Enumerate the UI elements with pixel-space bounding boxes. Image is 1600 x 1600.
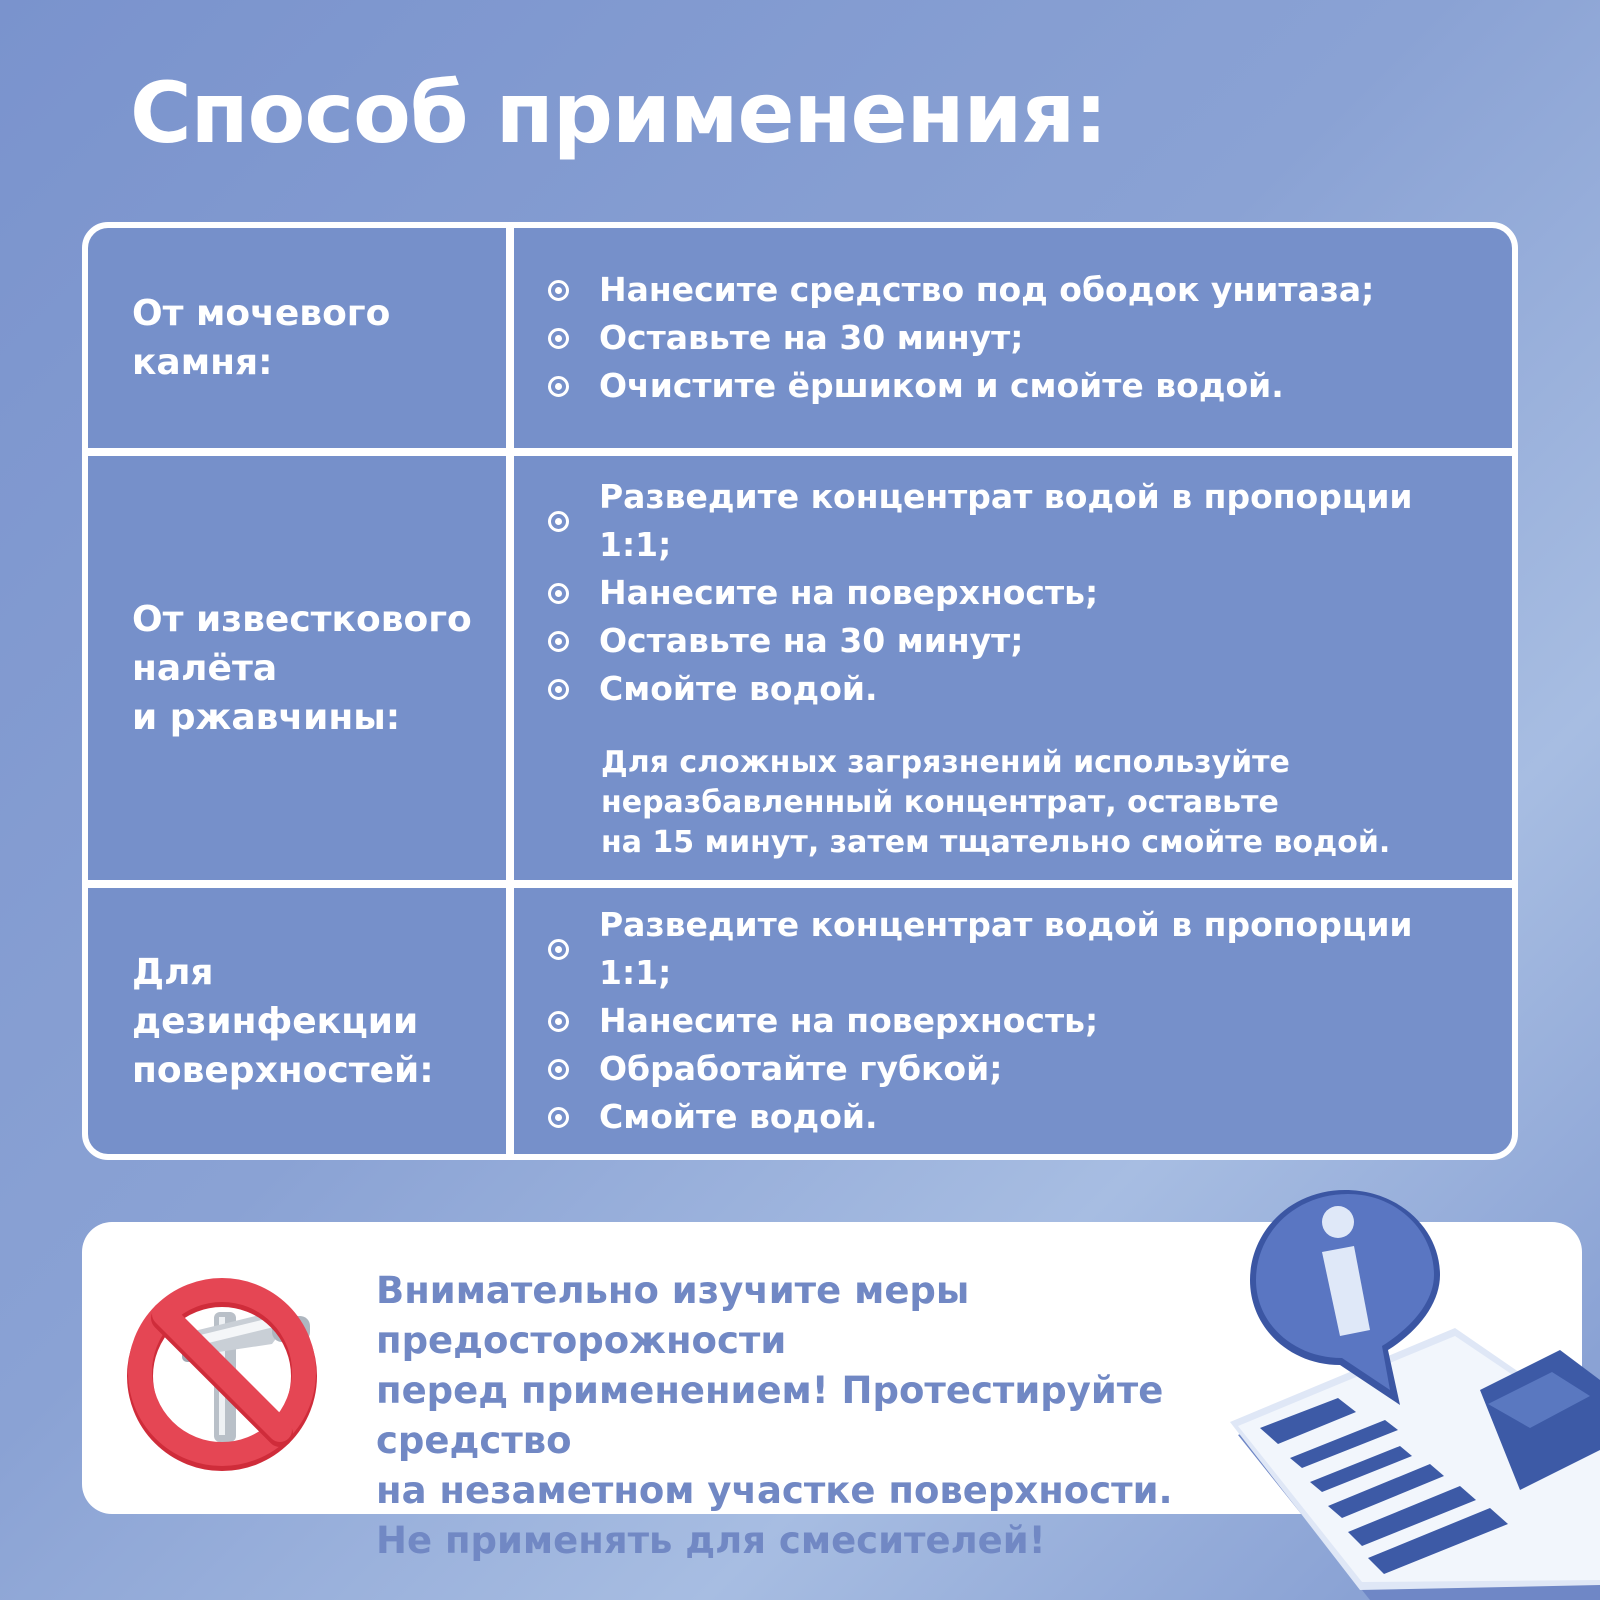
section-steps-cell — [514, 456, 1512, 880]
step-item — [548, 1045, 1472, 1093]
bullet-icon — [548, 376, 569, 397]
step-item — [548, 266, 1374, 314]
step-item — [548, 362, 1374, 410]
step-item — [548, 665, 1472, 713]
step-text: Оставьте на 30 минут; — [599, 621, 1024, 660]
step-text: Разведите концентрат водой в пропорции 1:1; — [599, 905, 1413, 992]
step-text: Оставьте на 30 минут; — [599, 318, 1024, 357]
step-item — [548, 617, 1472, 665]
step-item — [548, 473, 1472, 569]
section-label: От известкового налёта и ржавчины: — [132, 598, 472, 738]
section-steps-cell — [514, 888, 1512, 1154]
info-document-icon — [1230, 1190, 1600, 1600]
steps-list — [548, 266, 1374, 410]
step-item — [548, 569, 1472, 617]
no-faucet-icon — [122, 1272, 322, 1472]
steps-list — [548, 901, 1472, 1141]
step-text: Очистите ёршиком и смойте водой. — [599, 366, 1284, 405]
bullet-icon — [548, 280, 569, 301]
steps-list — [548, 473, 1472, 713]
bullet-icon — [548, 1011, 569, 1032]
bullet-icon — [548, 679, 569, 700]
section-label-cell — [88, 228, 506, 448]
step-text: Нанесите средство под ободок унитаза; — [599, 270, 1375, 309]
document-shape — [1230, 1328, 1600, 1600]
bullet-icon — [548, 328, 569, 349]
instructions-table — [82, 222, 1518, 1160]
step-text: Нанесите на поверхность; — [599, 1001, 1099, 1040]
page-title: Способ применения: — [130, 64, 1107, 162]
step-text: Смойте водой. — [599, 669, 878, 708]
bullet-icon — [548, 631, 569, 652]
step-item — [548, 1093, 1472, 1141]
step-text: Обработайте губкой; — [599, 1049, 1003, 1088]
step-text: Разведите концентрат водой в пропорции 1:1; — [599, 477, 1413, 564]
step-item — [548, 901, 1472, 997]
section-label-cell — [88, 456, 506, 880]
step-item — [548, 997, 1472, 1045]
step-text: Нанесите на поверхность; — [599, 573, 1099, 612]
bullet-icon — [548, 1059, 569, 1080]
section-note: Для сложных загрязнений используйте неразбавленный концентрат, оставьте на 15 минут, затем тщательно смойте водой. — [601, 745, 1391, 860]
bullet-icon — [548, 583, 569, 604]
step-item — [548, 314, 1374, 362]
bullet-icon — [548, 511, 569, 532]
bullet-icon — [548, 1107, 569, 1128]
section-steps-cell — [514, 228, 1512, 448]
section-label: Для дезинфекции поверхностей: — [132, 951, 434, 1091]
section-label: От мочевого камня: — [132, 293, 391, 383]
section-label-cell — [88, 888, 506, 1154]
warning-text: Внимательно изучите меры предосторожности перед применением! Протестируйте средство на незаметном участке поверхности. Не применять для смесителей! — [376, 1269, 1173, 1562]
bullet-icon — [548, 939, 569, 960]
step-text: Смойте водой. — [599, 1097, 878, 1136]
